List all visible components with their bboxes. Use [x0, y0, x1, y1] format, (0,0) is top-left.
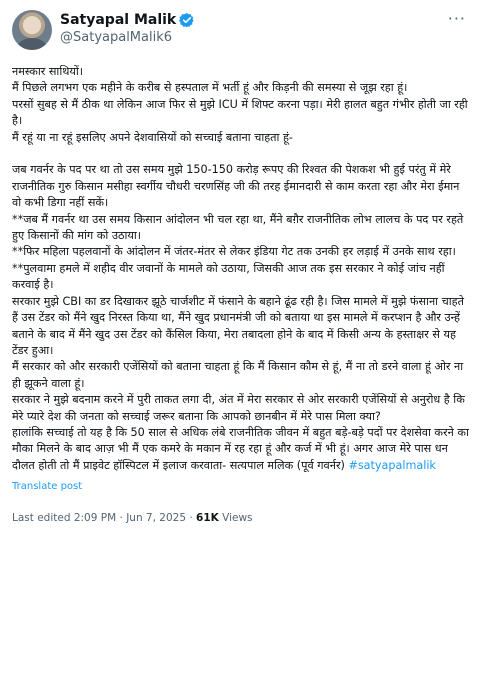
post-line: नमस्कार साथियों।: [12, 65, 84, 78]
post-line: सरकार मुझे CBI का डर दिखाकर झूठे चार्जशीट में फंसाने के बहाने ढूंढ रही है। जिस मामले में मुझे फंसाना चाहते हैं उस टेंडर को मैंने खुद निरस्त किया था, मैंने खुद प्रधानमंत्री जी को बताया था इस मामले में करप्शन है और उन्हें बताने के बाद में मैंने खुद उस टेंडर को कैंसिल किया, मेरा तबादला होने के बाद में किसी अन्य के हस्ताक्षर से यह टेंडर हुआ।: [12, 294, 464, 357]
author-name-row[interactable]: [60, 11, 195, 29]
views-count: 61K: [196, 512, 219, 525]
post-time[interactable]: 2:09 PM: [73, 512, 117, 525]
verified-badge-icon[interactable]: [179, 12, 195, 28]
author-info: [60, 10, 195, 47]
post-blank-line: [12, 146, 470, 162]
translate-post-link[interactable]: Translate post: [12, 481, 83, 493]
post-meta: [12, 510, 470, 526]
post-line: मैं पिछले लगभग एक महीने के करीब से हस्पताल में भर्ती हूं और किड़नी की समस्या से जूझ रहा हूं।: [12, 81, 408, 95]
post-line: हालांकि सच्चाई तो यह है कि 50 साल से अधिक लंबे राजनीतिक जीवन में बहुत बड़े-बड़े पदों पर देशसेवा करने का मौका मिलने के बाद आज़ भी मैं एक कमरे के मकान में रह रहा हूं और कर्ज में भी हूं। अगर आज मेरे पास धन दौलत होती तो मैं प्राइवेट हॉस्पिटल में इलाज करवाता- सत्यपाल मलिक (पूर्व गवर्नर): [12, 425, 469, 472]
post-line: जब गवर्नर के पद पर था तो उस समय मुझे 150-150 करोड़ रूपए की रिश्वत की पेशकश भी हुई परंतु में मेरे राजनीतिक गुरु किसान मसीहा स्वर्गीय चौधरी चरणसिंह जी की तरह ईमानदारी से काम करता रहा और मेरा ईमान वो कभी डिगा नहीं सकें।: [12, 163, 460, 210]
author-name[interactable]: Satyapal Malik: [60, 12, 177, 28]
tweet-text: [12, 64, 470, 474]
more-options-icon[interactable]: ···: [447, 9, 466, 28]
post-line: सरकार ने मुझे बदनाम करने में पुरी ताकत लगा दी, अंत में मेरा सरकार से ओर सरकारी एजेंसियों से अनुरोध है कि मेरे प्यारे देश की जनता को सच्चाई जरूर बताना कि आपको छानबीन में मेरे पास मिला क्या?: [12, 393, 465, 423]
meta-separator: ·: [119, 512, 123, 525]
post-last-paragraph: [12, 425, 470, 474]
meta-separator: ·: [189, 512, 193, 525]
hashtag-link[interactable]: #satyapalmalik: [348, 458, 436, 472]
post-date[interactable]: Jun 7, 2025: [126, 512, 187, 525]
avatar[interactable]: [12, 10, 52, 50]
post-line: **जब मैं गवर्नर था उस समय किसान आंदोलन भी चल रहा था, मैंने बग़ैर राजनीतिक लोभ लालच के पद पर रहते हुए किसानों की मांग को उठाया।: [12, 212, 464, 243]
last-edited-label[interactable]: Last edited: [12, 512, 71, 525]
post-line: **पुलवामा हमले में शहीद वीर जवानों के मामले को उठाया, जिसकी आज तक इस सरकार ने कोई जांच नहीं करवाई है।: [12, 261, 445, 292]
tweet-header: [12, 10, 470, 58]
post-line: परसों सुबह से मैं ठीक था लेकिन आज फिर से मुझे ICU में शिफ्ट करना पड़ा। मेरी हालत बहुत गंभीर होती जा रही है।: [12, 97, 468, 128]
post-line: मैं सरकार को और सरकारी एजेंसियों को बताना चाहता हूं कि मैं किसान कौम से हूं, मैं ना तो डरने वाला हूं ओर ना ही झूकने वाला हूं।: [12, 360, 464, 390]
views-label: Views: [222, 512, 253, 525]
post-line: मैं रहूं या ना रहूं इसलिए अपने देशवासियों को सच्चाई बताना चाहता हूं-: [12, 130, 293, 144]
post-line: **फिर महिला पहलवानों के आंदोलन में जंतर-मंतर से लेकर इंडिया गेट तक उनकी हर लड़ाई में उनके साथ रहा।: [12, 245, 456, 259]
author-handle[interactable]: @SatyapalMalik6: [60, 30, 173, 45]
